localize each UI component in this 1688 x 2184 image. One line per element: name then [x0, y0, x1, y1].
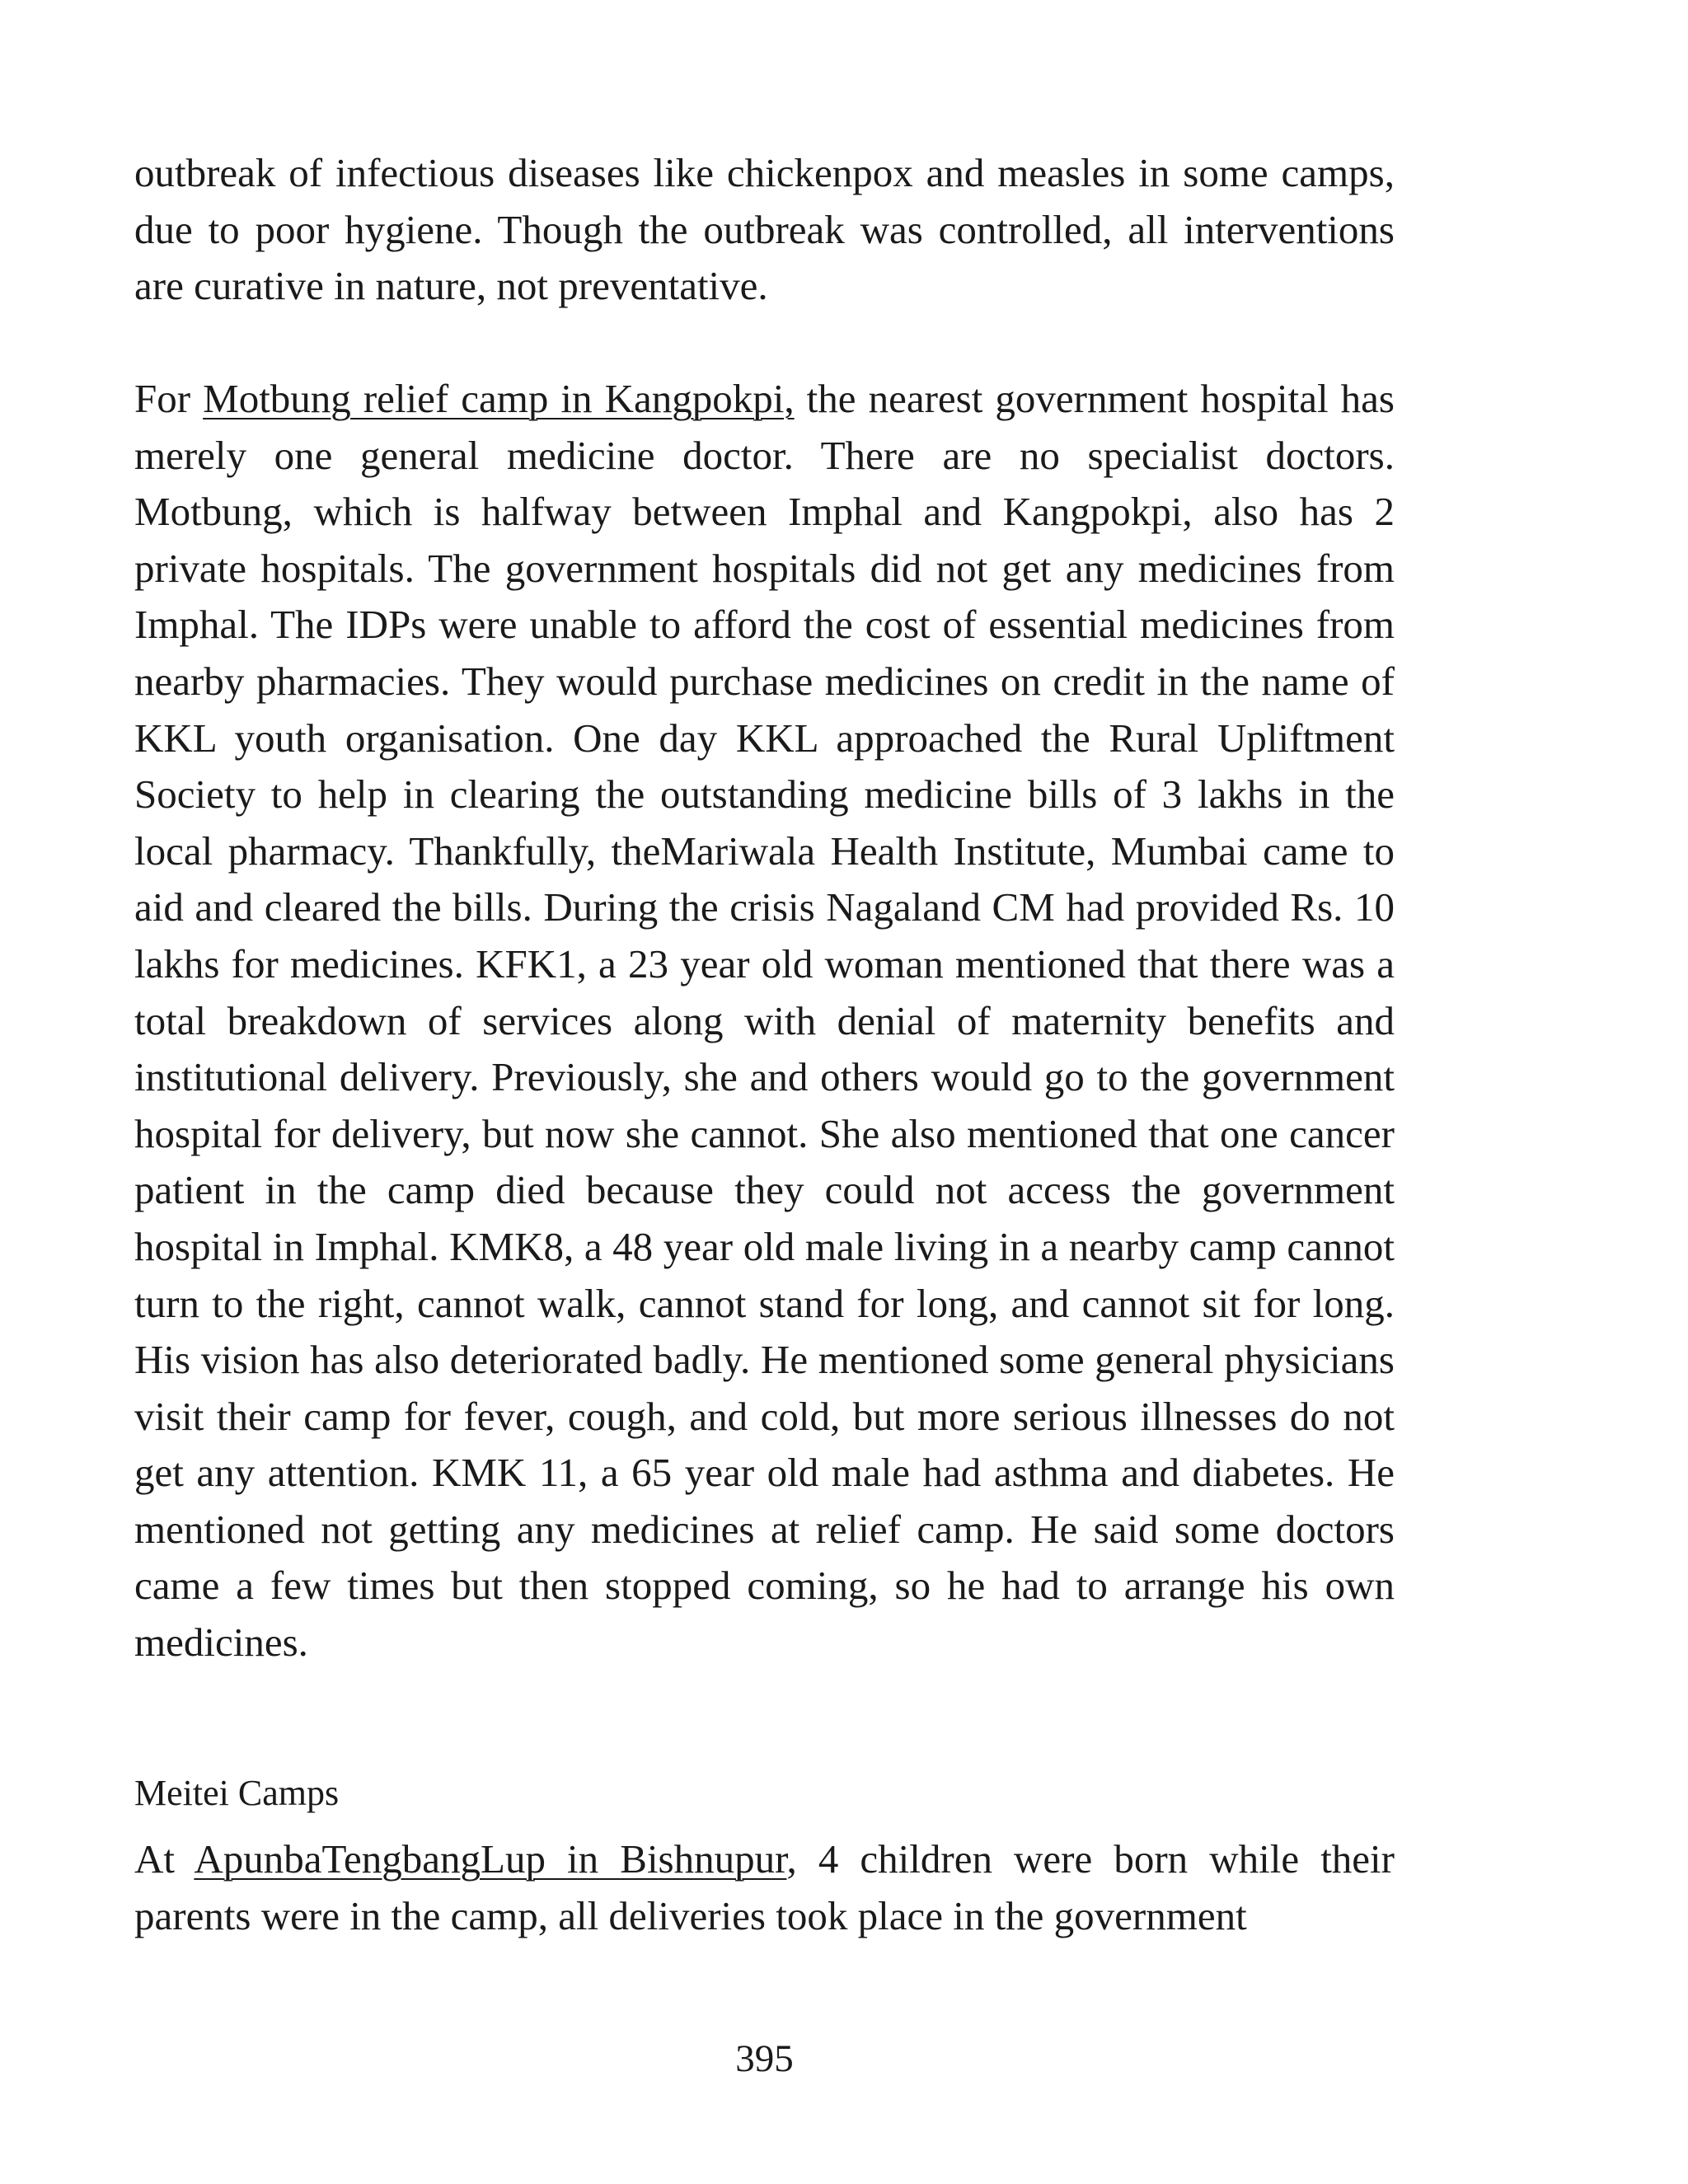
motbung-camp-link[interactable]: Motbung relief camp in Kangpokpi,	[203, 376, 795, 421]
paragraph-outbreak: outbreak of infectious diseases like chickenpox and measles in some camps, due to poor hygiene. Though the outbreak was controlled, all interventions are curative in nature, not preventative.	[134, 150, 1395, 309]
page-number: 395	[735, 2037, 794, 2080]
section-heading-meitei-camps: Meitei Camps	[134, 1773, 340, 1813]
paragraph-apunba-prefix: At	[134, 1836, 195, 1882]
paragraph-motbung-body: the nearest government hospital has merely one general medicine doctor. There are no specialist doctors. Motbung, which is halfway between Imphal and Kangpokpi, also has 2 private hospitals. The government hospitals did not get any medicines from Imphal. The IDPs were unable to afford the cost of essential medicines from nearby pharmacies. They would purchase medicines on credit in the name of KKL youth organisation. One day KKL approached the Rural Upliftment Society to help in clearing the outstanding medicine bills of 3 lakhs in the local pharmacy. Thankfully, theMariwala Health Institute, Mumbai came to aid and cleared the bills. During the crisis Nagaland CM had provided Rs. 10 lakhs for medicines. KFK1, a 23 year old woman mentioned that there was a total breakdown of services along with denial of maternity benefits and institutional delivery. Previously, she and others would go to the government hospital for delivery, but now she cannot. She also mentioned that one cancer patient in the camp died because they could not access the government hospital in Imphal. KMK8, a 48 year old male living in a nearby camp cannot turn to the right, cannot walk, cannot stand for long, and cannot sit for long. His vision has also deteriorated badly. He mentioned some general physicians visit their camp for fever, cough, and cold, but more serious illnesses do not get any attention. KMK 11, a 65 year old male had asthma and diabetes. He mentioned not getting any medicines at relief camp. He said some doctors came a few times but then stopped coming, so he had to arrange his own medicines.	[134, 376, 1395, 1666]
paragraph-apunba-body: , 4 children were born while their parents were in the camp, all deliveries took place in the government	[134, 1836, 1395, 1938]
paragraph-motbung-prefix: For	[134, 376, 204, 421]
paragraph-apunba	[134, 1831, 1395, 1944]
paragraph-motbung	[134, 371, 1395, 1671]
apunba-camp-link[interactable]: ApunbaTengbangLup in Bishnupur	[194, 1836, 787, 1882]
